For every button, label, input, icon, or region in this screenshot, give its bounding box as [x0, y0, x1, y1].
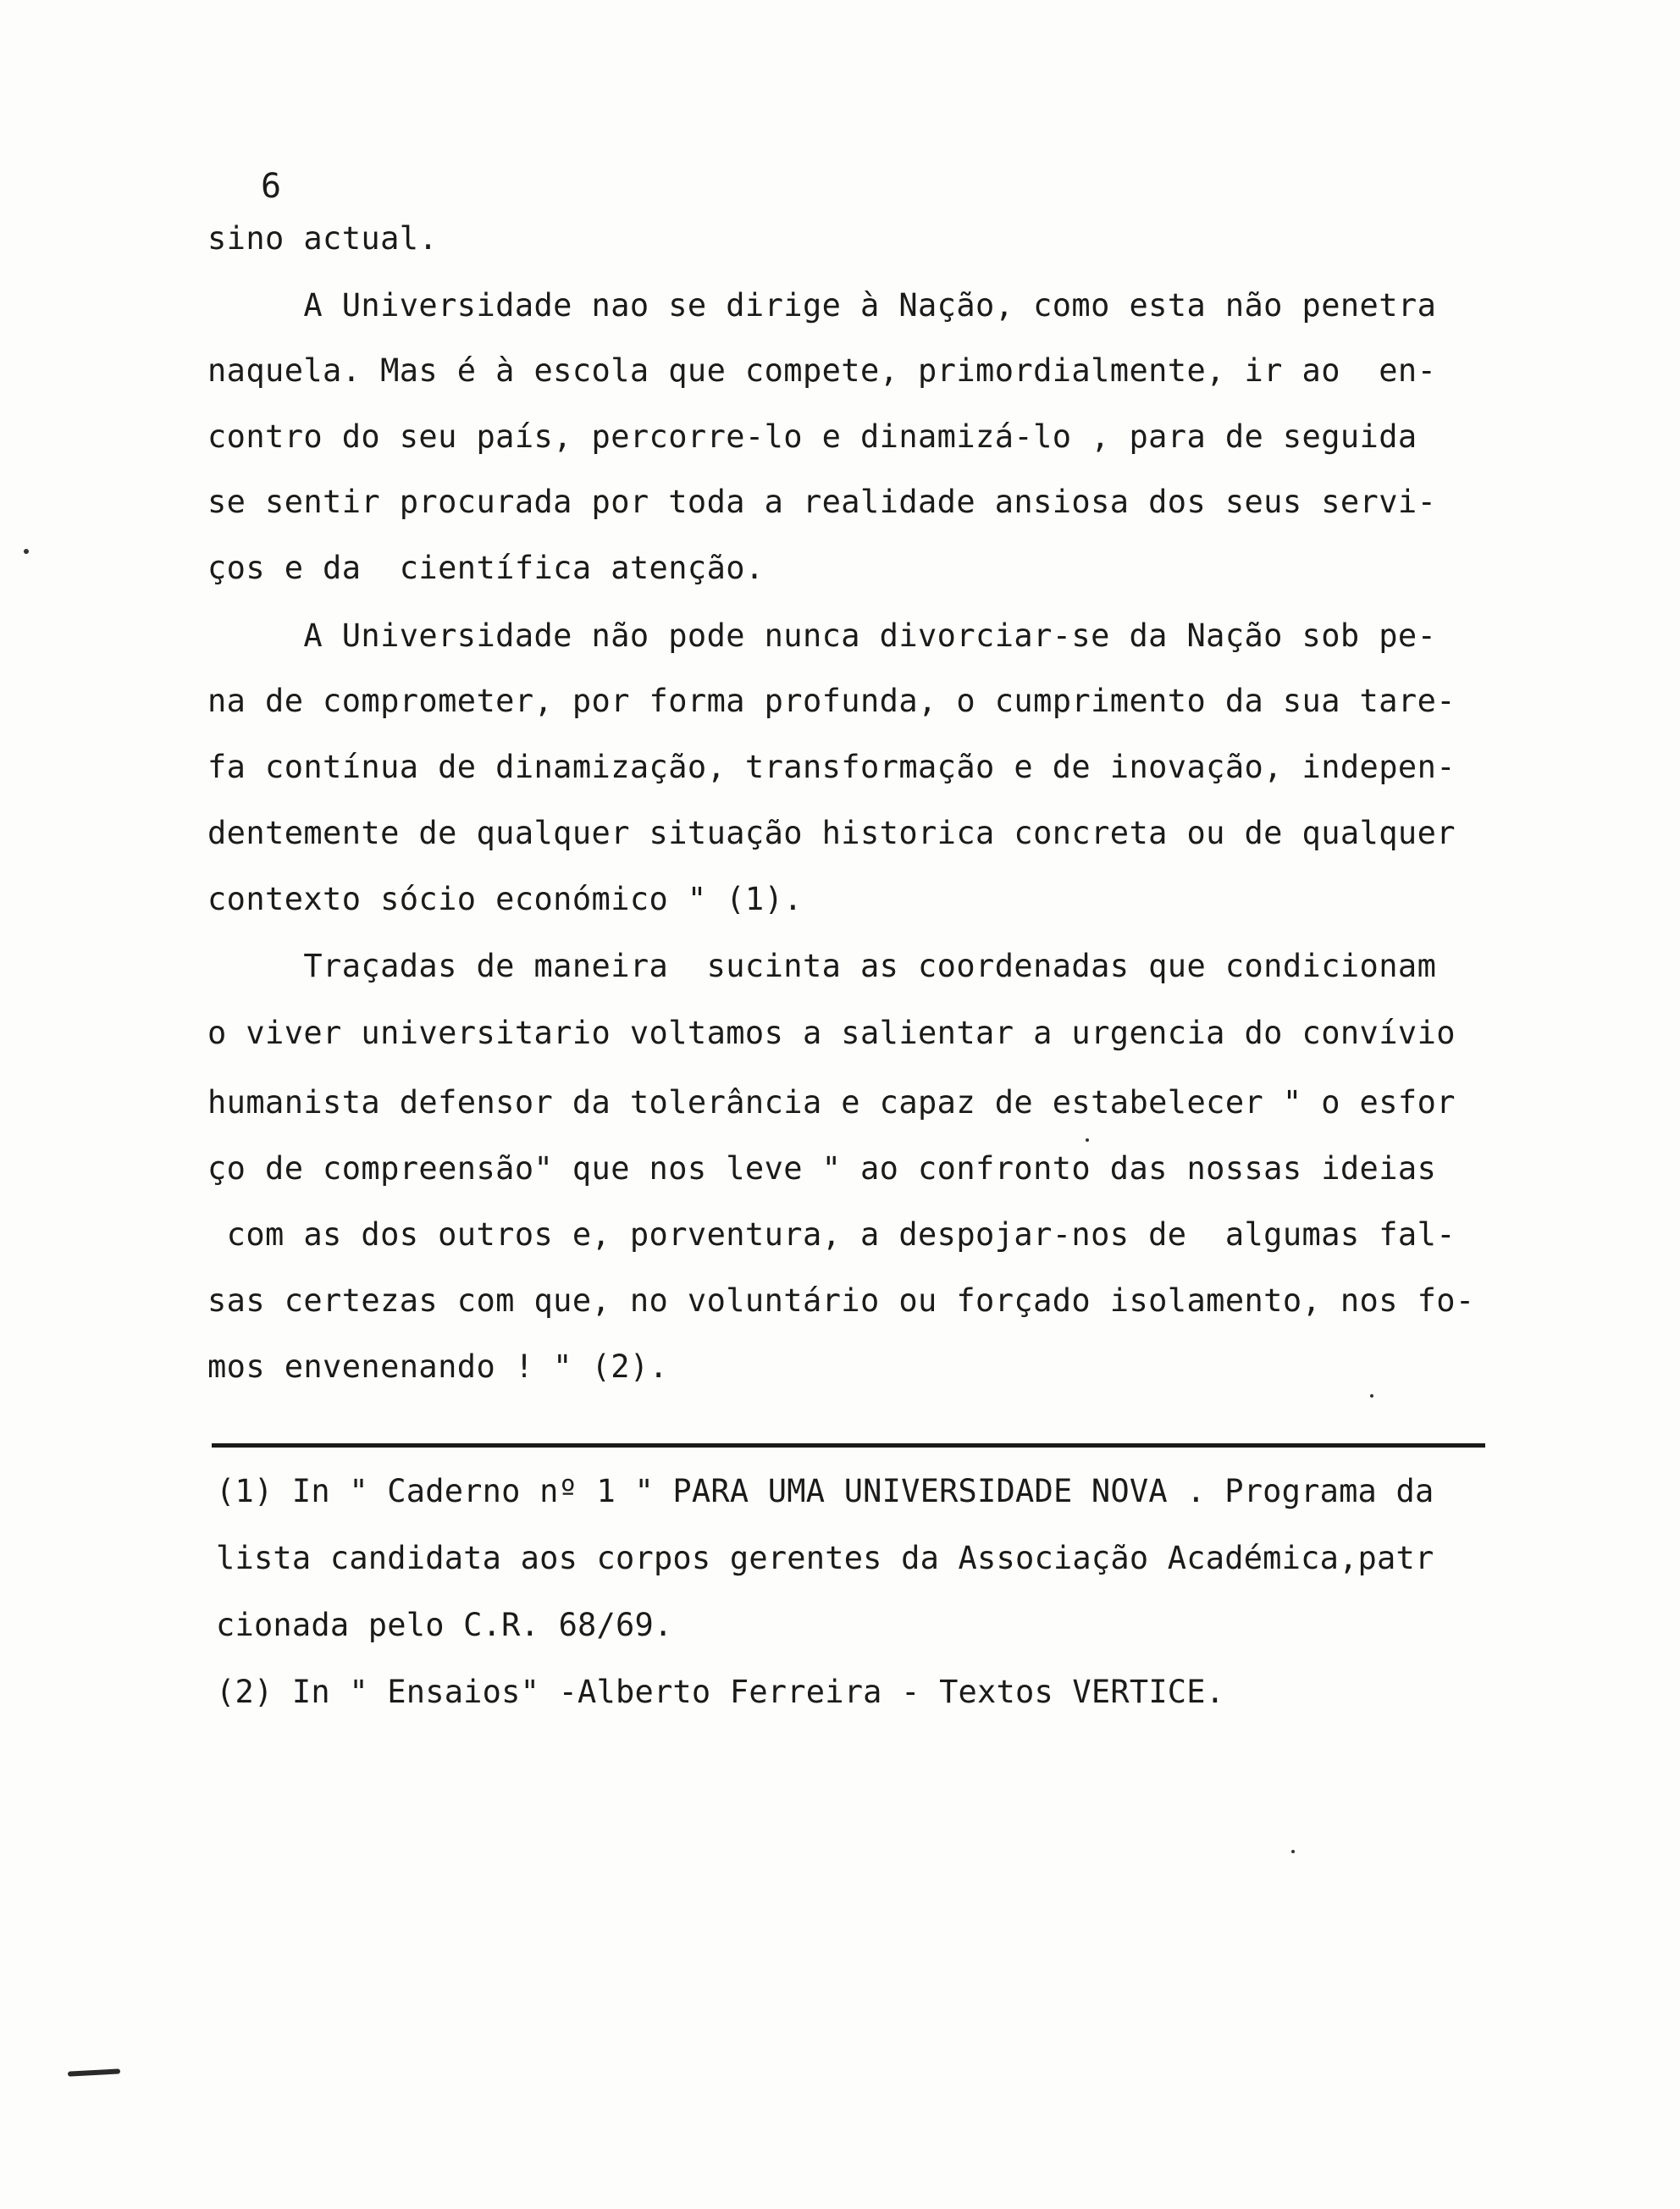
body-line: contro do seu país, percorre-lo e dinamizá-lo , para de seguida	[207, 418, 1418, 455]
body-line: ços e da científica atenção.	[207, 550, 765, 586]
body-line: A Universidade não pode nunca divorciar-se da Nação sob pe-	[207, 617, 1437, 654]
body-line: sas certezas com que, no voluntário ou forçado isolamento, nos fo-	[207, 1282, 1475, 1319]
body-line: dentemente de qualquer situação historica concreta ou de qualquer	[207, 815, 1456, 851]
body-line: mos envenenando ! " (2).	[207, 1348, 669, 1385]
scan-mark	[68, 2068, 120, 2076]
body-line: humanista defensor da tolerância e capaz de estabelecer " o esfor	[207, 1084, 1456, 1121]
body-line: fa contínua de dinamização, transformação e de inovação, indepen-	[207, 749, 1456, 785]
body-line: contexto sócio económico " (1).	[207, 881, 803, 917]
body-line: A Universidade nao se dirige à Nação, como esta não penetra	[207, 287, 1437, 324]
page-number: 6	[261, 167, 282, 206]
body-line: se sentir procurada por toda a realidade ansiosa dos seus servi-	[207, 484, 1437, 520]
body-line: ço de compreensão" que nos leve " ao confronto das nossas ideias	[207, 1150, 1437, 1187]
body-line: naquela. Mas é à escola que compete, primordialmente, ir ao en-	[207, 352, 1437, 389]
scan-speck	[24, 549, 29, 554]
body-line: sino actual.	[207, 220, 439, 257]
footnote-line: cionada pelo C.R. 68/69.	[216, 1607, 673, 1643]
footnote-separator	[212, 1443, 1485, 1448]
body-line: Traçadas de maneira sucinta as coordenadas que condicionam	[207, 948, 1437, 984]
scan-speck	[1370, 1394, 1373, 1398]
body-line: o viver universitario voltamos a salientar a urgencia do convívio	[207, 1015, 1456, 1051]
footnote-line: (1) In " Caderno nº 1 " PARA UMA UNIVERSIDADE NOVA . Programa da	[216, 1473, 1434, 1509]
footnote-line: (2) In " Ensaios" -Alberto Ferreira - Textos VERTICE.	[216, 1674, 1225, 1710]
body-line: na de comprometer, por forma profunda, o cumprimento da sua tare-	[207, 683, 1456, 719]
footnote-line: lista candidata aos corpos gerentes da Associação Académica,patr	[216, 1540, 1434, 1576]
scan-speck	[1086, 1138, 1089, 1142]
body-line: com as dos outros e, porventura, a despojar-nos de algumas fal-	[207, 1216, 1456, 1253]
scan-speck	[1291, 1850, 1295, 1853]
